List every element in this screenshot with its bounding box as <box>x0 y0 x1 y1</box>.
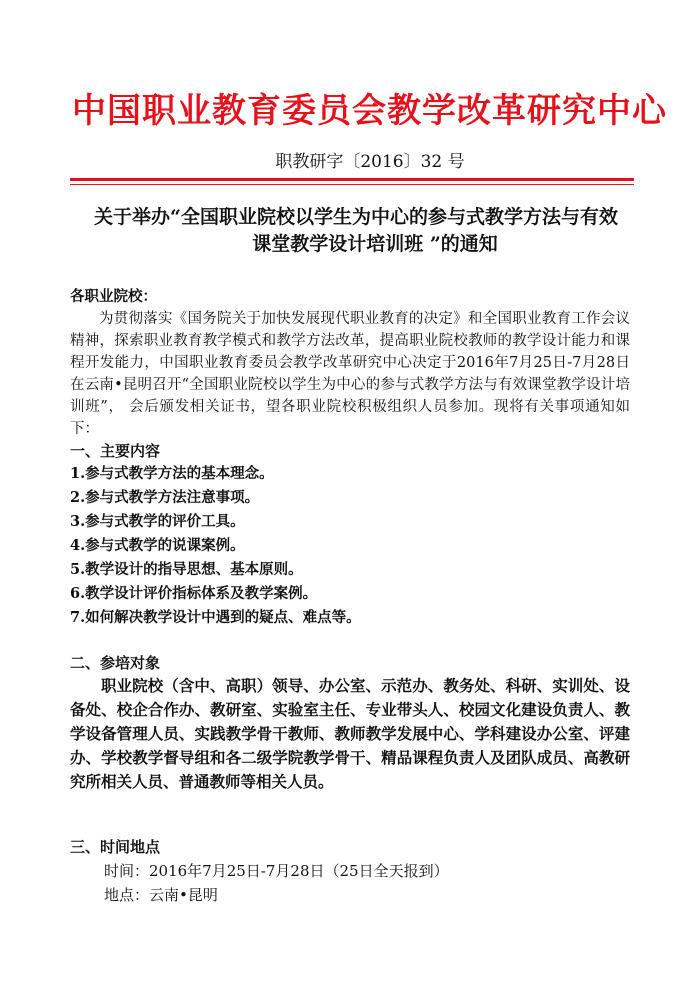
org-title: 中国职业教育委员会教学改革研究中心 <box>72 91 667 131</box>
intro-paragraph: 为贯彻落实《国务院关于加快发展现代职业教育的决定》和全国职业教育工作会议精神，探索职业教育教学模式和教学方法改革，提高职业院校教师的教学设计能力和课程开发能力，中国职业教育委员会教学改革研究中心决定于2016年7月25日-7月28日在云南•昆明召开“全国职业院校以学生为中心的参与式教学方法与有效课堂教学设计培训班”， 会后颁发相关证书，望各职业院校积极组织人员参加。现将有关事项通知如下： <box>70 311 630 437</box>
list-item: 5.教学设计的指导思想、基本原则。 <box>70 561 303 578</box>
header-rule-thick <box>70 178 634 181</box>
list-item: 4.参与式教学的说课案例。 <box>70 537 245 554</box>
list-item: 6.教学设计评价指标体系及教学案例。 <box>70 585 318 602</box>
place-line: 地点：云南•昆明 <box>104 886 218 904</box>
list-item: 1.参与式教学方法的基本理念。 <box>70 465 274 482</box>
section1-heading: 一、主要内容 <box>70 442 161 460</box>
notice-title-line2: 课堂教学设计培训班 ”的通知 <box>252 233 498 255</box>
document-body <box>70 286 630 794</box>
time-line: 时间：2016年7月25日-7月28日（25日全天报到） <box>104 862 449 880</box>
section3-heading: 三、时间地点 <box>70 838 161 856</box>
doc-number: 职教研字〔2016〕32 号 <box>275 152 465 172</box>
header-rule-thin <box>70 184 634 185</box>
section2-heading: 二、参培对象 <box>70 654 161 672</box>
list-item: 7.如何解决教学设计中遇到的疑点、难点等。 <box>70 609 361 626</box>
notice-title <box>76 204 636 258</box>
list-item: 3.参与式教学的评价工具。 <box>70 513 245 530</box>
notice-title-line1: 关于举办“全国职业院校以学生为中心的参与式教学方法与有效 <box>94 206 618 228</box>
list-item: 2.参与式教学方法注意事项。 <box>70 489 260 506</box>
addressee: 各职业院校： <box>70 288 157 305</box>
section2-paragraph: 职业院校（含中、高职）领导、办公室、示范办、教务处、科研、实训处、设备处、校企合作办、教研室、实验室主任、专业带头人、校园文化建设负责人、教学设备管理人员、实践教学骨干教师、教师教学发展中心、学科建设办公室、评建办、学校教学督导组和各二级学院教学骨干、精品课程负责人及团队成员、高教研究所相关人员、普通教师等相关人员。 <box>70 676 630 791</box>
